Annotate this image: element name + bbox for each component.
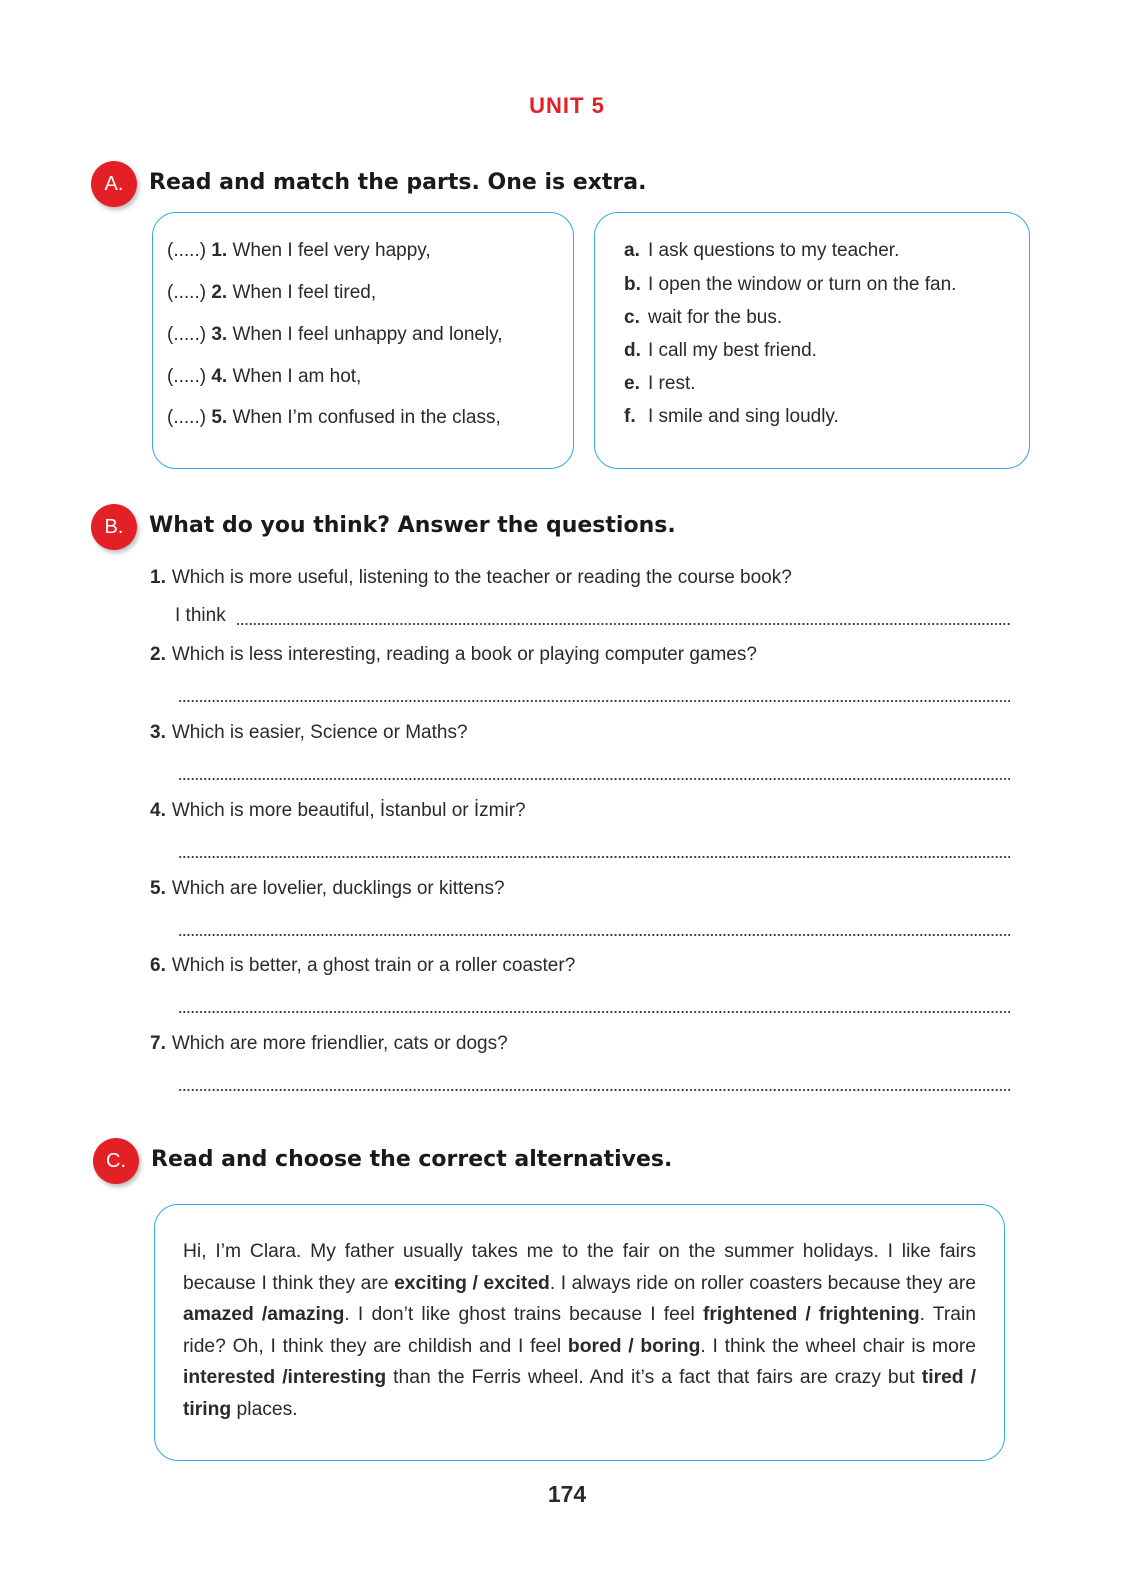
choice-option[interactable]: interested /interesting bbox=[183, 1367, 387, 1388]
question-number: 1. bbox=[150, 567, 166, 588]
option-letter: a. bbox=[624, 240, 640, 261]
example-answer-prefix: I think bbox=[175, 605, 226, 626]
question-text: Which is more useful, listening to the teacher or reading the course book? bbox=[171, 567, 792, 588]
answer-blank[interactable]: (.....) bbox=[167, 240, 207, 261]
paragraph-text: . I think the wheel chair is more bbox=[700, 1335, 976, 1357]
answer-blank[interactable]: (.....) bbox=[167, 324, 207, 345]
choice-option[interactable]: tired / tiring bbox=[183, 1367, 976, 1420]
item-text: When I feel unhappy and lonely, bbox=[232, 324, 503, 345]
match-item[interactable] bbox=[167, 366, 361, 388]
answer-line[interactable] bbox=[178, 934, 1010, 936]
answer-line[interactable] bbox=[178, 778, 1010, 780]
paragraph-text: than the Ferris wheel. And it’s a fact that fairs are crazy but bbox=[386, 1367, 922, 1388]
option-text: I open the window or turn on the fan. bbox=[648, 274, 957, 295]
section-c-title: Read and choose the correct alternatives. bbox=[151, 1147, 673, 1172]
match-item[interactable] bbox=[167, 240, 431, 262]
answer-line[interactable] bbox=[178, 856, 1010, 858]
page-number: 174 bbox=[547, 1481, 587, 1507]
section-c-badge: C. bbox=[93, 1138, 139, 1184]
answer-line[interactable] bbox=[178, 1089, 1010, 1091]
match-item[interactable] bbox=[167, 407, 501, 429]
option-text: I rest. bbox=[648, 373, 696, 394]
section-b-badge: B. bbox=[91, 504, 137, 550]
paragraph-text: Hi, I’m Clara. My father usually takes me to the fair on the summer holidays. I like fairs because I think they are bbox=[183, 1241, 976, 1294]
question bbox=[150, 722, 468, 744]
question-number: 7. bbox=[150, 1033, 166, 1054]
question bbox=[150, 955, 575, 977]
question-text: Which are lovelier, ducklings or kittens? bbox=[171, 878, 505, 899]
question-text: Which are more friendlier, cats or dogs? bbox=[171, 1033, 508, 1054]
option-text: I ask questions to my teacher. bbox=[648, 240, 900, 261]
question-number: 2. bbox=[150, 644, 166, 665]
match-option bbox=[624, 274, 956, 296]
unit-title: UNIT 5 bbox=[529, 93, 605, 118]
choice-option[interactable]: bored / boring bbox=[567, 1335, 701, 1357]
match-option bbox=[624, 340, 817, 362]
question-text: Which is easier, Science or Maths? bbox=[171, 722, 468, 743]
question-number: 6. bbox=[150, 955, 166, 976]
section-a-title: Read and match the parts. One is extra. bbox=[149, 170, 647, 195]
item-number: 3. bbox=[211, 324, 228, 345]
option-text: I call my best friend. bbox=[648, 340, 817, 361]
match-option bbox=[624, 406, 839, 428]
choice-option[interactable]: exciting / excited bbox=[394, 1272, 550, 1294]
choice-option[interactable]: amazed /amazing bbox=[183, 1304, 345, 1325]
answer-line[interactable] bbox=[178, 1011, 1010, 1013]
match-item[interactable] bbox=[167, 324, 503, 346]
item-number: 2. bbox=[211, 282, 228, 303]
question-text: Which is better, a ghost train or a roller coaster? bbox=[171, 955, 576, 976]
section-a-badge: A. bbox=[91, 161, 137, 207]
question bbox=[150, 567, 792, 589]
match-item[interactable] bbox=[167, 282, 376, 304]
paragraph-text: places. bbox=[231, 1398, 298, 1420]
question-number: 3. bbox=[150, 722, 166, 743]
option-letter: e. bbox=[624, 373, 640, 394]
question bbox=[150, 644, 757, 666]
question bbox=[150, 878, 505, 900]
paragraph-text: . I always ride on roller coasters because they are bbox=[549, 1272, 976, 1294]
item-text: When I am hot, bbox=[232, 366, 362, 387]
question bbox=[150, 800, 526, 822]
section-b-title: What do you think? Answer the questions. bbox=[149, 513, 676, 538]
item-text: When I feel tired, bbox=[232, 282, 377, 303]
answer-blank[interactable]: (.....) bbox=[167, 366, 207, 387]
question-text: Which is more beautiful, İstanbul or İzmir? bbox=[171, 800, 526, 821]
question-number: 4. bbox=[150, 800, 166, 821]
answer-line[interactable] bbox=[236, 623, 1010, 625]
question bbox=[150, 1033, 508, 1055]
match-option bbox=[624, 373, 696, 395]
question-number: 5. bbox=[150, 878, 166, 899]
match-option bbox=[624, 240, 899, 262]
option-letter: f. bbox=[624, 406, 636, 427]
item-text: When I feel very happy, bbox=[232, 240, 431, 261]
question-text: Which is less interesting, reading a book or playing computer games? bbox=[171, 644, 757, 665]
option-letter: b. bbox=[624, 274, 641, 295]
option-letter: d. bbox=[624, 340, 641, 361]
item-number: 4. bbox=[211, 366, 228, 387]
paragraph-text: . Train ride? Oh, I think they are childish and I feel bbox=[183, 1304, 976, 1357]
answer-line[interactable] bbox=[178, 700, 1010, 702]
reading-paragraph bbox=[183, 1236, 976, 1425]
answer-blank[interactable]: (.....) bbox=[167, 407, 207, 428]
item-number: 5. bbox=[211, 407, 228, 428]
option-text: I smile and sing loudly. bbox=[648, 406, 839, 427]
option-letter: c. bbox=[624, 307, 640, 328]
match-option bbox=[624, 307, 782, 329]
answer-blank[interactable]: (.....) bbox=[167, 282, 207, 303]
item-text: When I’m confused in the class, bbox=[232, 407, 501, 428]
item-number: 1. bbox=[211, 240, 228, 261]
paragraph-text: . I don’t like ghost trains because I feel bbox=[344, 1304, 703, 1325]
option-text: wait for the bus. bbox=[648, 307, 783, 328]
choice-option[interactable]: frightened / frightening bbox=[702, 1304, 920, 1325]
